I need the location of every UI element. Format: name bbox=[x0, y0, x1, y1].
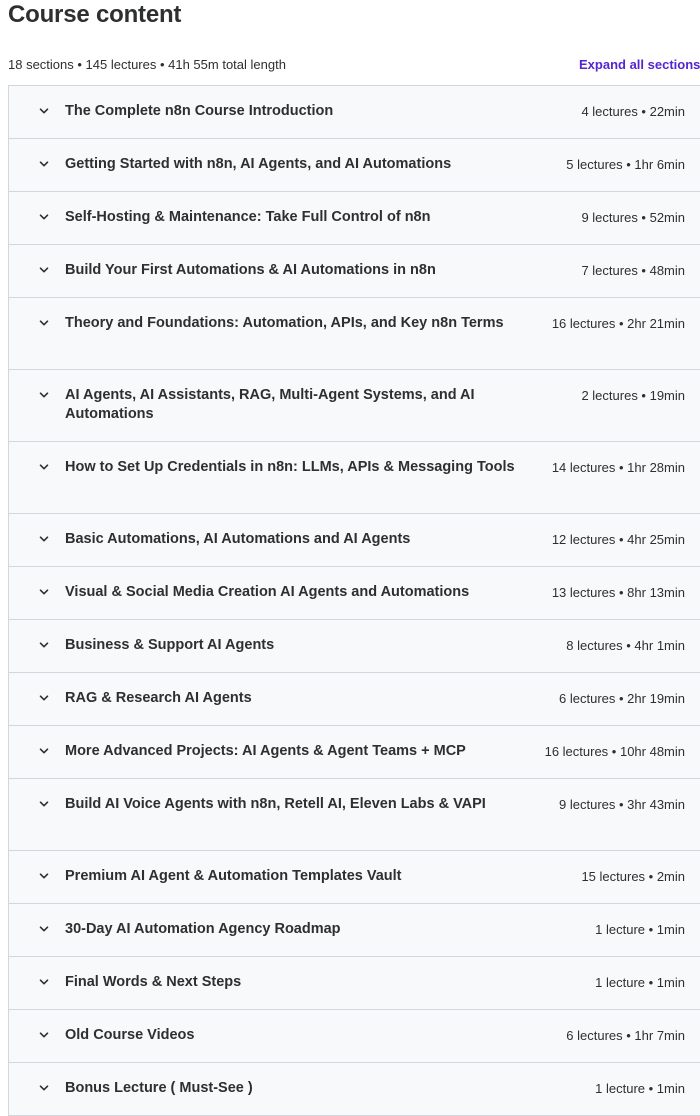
section-meta: 13 lectures • 8hr 13min bbox=[551, 585, 685, 600]
section-meta: 14 lectures • 1hr 28min bbox=[551, 460, 685, 475]
section-title: Theory and Foundations: Automation, APIs, and Key n8n Terms bbox=[65, 315, 504, 331]
section-row[interactable] bbox=[9, 245, 700, 298]
section-row[interactable] bbox=[9, 779, 700, 851]
chevron-down-icon[interactable] bbox=[38, 105, 50, 117]
section-title: Premium AI Agent & Automation Templates Vault bbox=[65, 868, 402, 884]
section-title: The Complete n8n Course Introduction bbox=[65, 103, 334, 119]
section-row[interactable] bbox=[9, 726, 700, 779]
section-row[interactable] bbox=[9, 86, 700, 139]
chevron-down-icon[interactable] bbox=[38, 1029, 50, 1041]
section-title: RAG & Research AI Agents bbox=[65, 690, 252, 706]
section-title: Self-Hosting & Maintenance: Take Full Control of n8n bbox=[65, 209, 431, 225]
section-title: Visual & Social Media Creation AI Agents and Automations bbox=[65, 584, 470, 600]
section-meta: 7 lectures • 48min bbox=[581, 263, 685, 278]
section-row[interactable] bbox=[9, 514, 700, 567]
section-title: 30-Day AI Automation Agency Roadmap bbox=[65, 921, 341, 937]
chevron-down-icon[interactable] bbox=[38, 976, 50, 988]
section-title: How to Set Up Credentials in n8n: LLMs, APIs & Messaging Tools bbox=[65, 459, 515, 475]
section-title: Final Words & Next Steps bbox=[65, 974, 242, 990]
section-row[interactable] bbox=[9, 298, 700, 370]
chevron-down-icon[interactable] bbox=[38, 870, 50, 882]
chevron-down-icon[interactable] bbox=[38, 745, 50, 757]
section-meta: 2 lectures • 19min bbox=[581, 388, 685, 403]
section-row[interactable] bbox=[9, 192, 700, 245]
section-meta: 12 lectures • 4hr 25min bbox=[551, 532, 685, 547]
section-row[interactable] bbox=[9, 620, 700, 673]
section-row[interactable] bbox=[9, 370, 700, 442]
course-summary: 18 sections • 145 lectures • 41h 55m total length bbox=[8, 57, 286, 72]
chevron-down-icon[interactable] bbox=[38, 586, 50, 598]
chevron-down-icon[interactable] bbox=[38, 211, 50, 223]
section-row[interactable] bbox=[9, 957, 700, 1010]
section-title: Getting Started with n8n, AI Agents, and AI Automations bbox=[65, 156, 452, 172]
section-meta: 1 lecture • 1min bbox=[595, 922, 685, 937]
section-title: More Advanced Projects: AI Agents & Agent Teams + MCP bbox=[65, 743, 466, 759]
section-meta: 6 lectures • 2hr 19min bbox=[559, 691, 685, 706]
section-title: Build AI Voice Agents with n8n, Retell AI, Eleven Labs & VAPI bbox=[65, 796, 486, 812]
section-meta: 4 lectures • 22min bbox=[581, 104, 685, 119]
chevron-down-icon[interactable] bbox=[38, 158, 50, 170]
section-title: Business & Support AI Agents bbox=[65, 637, 275, 653]
section-row[interactable] bbox=[9, 139, 700, 192]
section-meta: 9 lectures • 52min bbox=[581, 210, 685, 225]
chevron-down-icon[interactable] bbox=[38, 389, 50, 401]
section-row[interactable] bbox=[9, 673, 700, 726]
section-title: Bonus Lecture ( Must-See ) bbox=[65, 1080, 253, 1096]
chevron-down-icon[interactable] bbox=[38, 639, 50, 651]
chevron-down-icon[interactable] bbox=[38, 264, 50, 276]
chevron-down-icon[interactable] bbox=[38, 923, 50, 935]
section-row[interactable] bbox=[9, 442, 700, 514]
chevron-down-icon[interactable] bbox=[38, 461, 50, 473]
page-title: Course content bbox=[8, 1, 182, 28]
section-meta: 9 lectures • 3hr 43min bbox=[559, 797, 685, 812]
section-meta: 16 lectures • 10hr 48min bbox=[544, 744, 685, 759]
section-meta: 8 lectures • 4hr 1min bbox=[566, 638, 685, 653]
section-meta: 15 lectures • 2min bbox=[581, 869, 685, 884]
section-meta: 5 lectures • 1hr 6min bbox=[566, 157, 685, 172]
section-title: AI Agents, AI Assistants, RAG, Multi-Agent Systems, and AI Automations bbox=[65, 387, 475, 422]
course-summary-row bbox=[8, 56, 700, 76]
section-list bbox=[8, 85, 700, 1116]
section-row[interactable] bbox=[9, 851, 700, 904]
chevron-down-icon[interactable] bbox=[38, 1082, 50, 1094]
chevron-down-icon[interactable] bbox=[38, 533, 50, 545]
chevron-down-icon[interactable] bbox=[38, 798, 50, 810]
section-title: Build Your First Automations & AI Automations in n8n bbox=[65, 262, 436, 278]
section-row[interactable] bbox=[9, 1063, 700, 1116]
section-row[interactable] bbox=[9, 904, 700, 957]
section-meta: 6 lectures • 1hr 7min bbox=[566, 1028, 685, 1043]
section-row[interactable] bbox=[9, 1010, 700, 1063]
section-meta: 1 lecture • 1min bbox=[595, 975, 685, 990]
chevron-down-icon[interactable] bbox=[38, 317, 50, 329]
section-row[interactable] bbox=[9, 567, 700, 620]
section-meta: 1 lecture • 1min bbox=[595, 1081, 685, 1096]
section-meta: 16 lectures • 2hr 21min bbox=[551, 316, 685, 331]
expand-all-sections-button[interactable]: Expand all sections bbox=[579, 57, 700, 72]
section-title: Old Course Videos bbox=[65, 1027, 195, 1043]
chevron-down-icon[interactable] bbox=[38, 692, 50, 704]
section-title: Basic Automations, AI Automations and AI Agents bbox=[65, 531, 411, 547]
